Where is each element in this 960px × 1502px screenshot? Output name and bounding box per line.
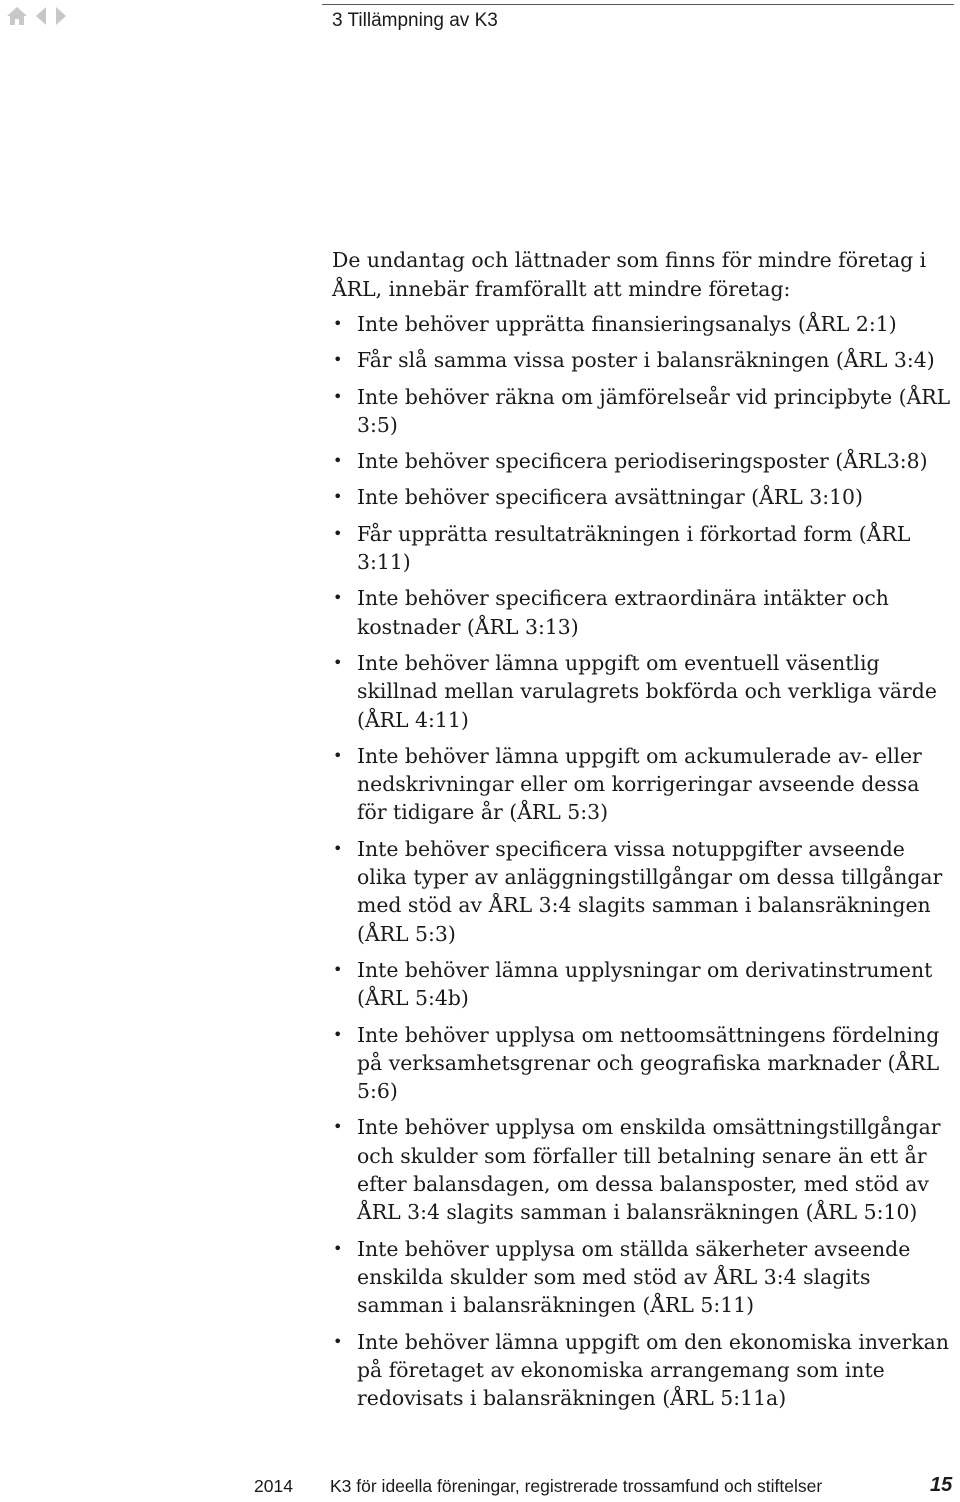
main-content xyxy=(332,246,954,1420)
bullet-marker: • xyxy=(333,350,343,370)
list-item xyxy=(332,383,954,440)
header-rule xyxy=(322,4,954,5)
bullet-marker: • xyxy=(333,386,343,406)
bullet-marker: • xyxy=(333,1331,343,1351)
navigation-bar xyxy=(6,6,68,26)
list-item xyxy=(332,649,954,734)
bullet-marker: • xyxy=(333,487,343,507)
list-item-text: Inte behöver lämna uppgift om den ekonomiska inverkan på företaget av ekonomiska arrangemang som inte redovisats i balansräkningen (ÅRL 5:11a) xyxy=(357,1329,949,1411)
list-item xyxy=(332,835,954,948)
list-item-text: Får slå samma vissa poster i balansräkningen (ÅRL 3:4) xyxy=(357,348,935,373)
intro-paragraph: De undantag och lättnader som finns för mindre företag i ÅRL, innebär framförallt att mindre företag: xyxy=(332,248,927,301)
list-item xyxy=(332,483,954,511)
list-item-text: Inte behöver specificera avsättningar (ÅRL 3:10) xyxy=(357,485,863,510)
list-item xyxy=(332,310,954,338)
list-item xyxy=(332,1328,954,1413)
list-item-text: Inte behöver upprätta finansieringsanalys (ÅRL 2:1) xyxy=(357,312,897,336)
list-item xyxy=(332,520,954,577)
bullet-list xyxy=(332,310,954,1412)
arrow-left-icon[interactable] xyxy=(34,6,48,26)
arrow-right-icon[interactable] xyxy=(54,6,68,26)
page-footer xyxy=(0,1474,960,1500)
list-item-text: Inte behöver specificera vissa notuppgifter avseende olika typer av anläggningstillgångar om dessa tillgångar med stöd av ÅRL 3:4 slagits samman i balansräkningen (ÅRL 5:3) xyxy=(357,836,943,946)
bullet-marker: • xyxy=(333,652,343,672)
list-item xyxy=(332,956,954,1013)
list-item xyxy=(332,1235,954,1320)
footer-title: K3 för ideella föreningar, registrerade trossamfund och stiftelser xyxy=(330,1476,823,1496)
bullet-marker: • xyxy=(333,959,343,979)
page-number: 15 xyxy=(930,1474,953,1496)
bullet-marker: • xyxy=(333,838,343,858)
list-item-text: Inte behöver specificera extraordinära intäkter och kostnader (ÅRL 3:13) xyxy=(357,586,889,639)
list-item-text: Inte behöver upplysa om nettoomsättningens fördelning på verksamhetsgrenar och geografiska marknader (ÅRL 5:6) xyxy=(357,1022,940,1104)
list-item-text: Inte behöver specificera periodiseringsposter (ÅRL3:8) xyxy=(357,449,928,474)
list-item xyxy=(332,1113,954,1226)
footer-year: 2014 xyxy=(254,1476,293,1496)
bullet-marker: • xyxy=(333,1024,343,1044)
bullet-marker: • xyxy=(333,523,343,543)
bullet-marker: • xyxy=(333,745,343,765)
list-item-text: Inte behöver lämna uppgift om eventuell väsentlig skillnad mellan varulagrets bokförda och verkliga värde (ÅRL 4:11) xyxy=(357,650,937,732)
list-item xyxy=(332,346,954,374)
list-item xyxy=(332,584,954,641)
list-item-text: Inte behöver lämna upplysningar om derivatinstrument (ÅRL 5:4b) xyxy=(357,957,933,1011)
list-item-text: Inte behöver upplysa om enskilda omsättningstillgångar och skulder som förfaller till betalning senare än ett år efter balansdagen, om dessa balansposter, med stöd av ÅRL 3:4 slagits samman i balansräkningen (ÅRL 5:10) xyxy=(357,1115,941,1225)
list-item xyxy=(332,447,954,475)
list-item-text: Inte behöver räkna om jämförelseår vid principbyte (ÅRL 3:5) xyxy=(357,384,951,437)
bullet-marker: • xyxy=(333,314,343,333)
home-icon[interactable] xyxy=(6,6,28,26)
list-item-text: Inte behöver lämna uppgift om ackumulerade av- eller nedskrivningar eller om korrigeringar avseende dessa för tidigare år (ÅRL 5:3) xyxy=(357,743,922,825)
chapter-title: 3 Tillämpning av K3 xyxy=(332,10,498,31)
bullet-marker: • xyxy=(333,588,343,608)
bullet-marker: • xyxy=(333,1238,343,1258)
list-item xyxy=(332,742,954,827)
bullet-marker: • xyxy=(333,1117,343,1137)
list-item-text: Får upprätta resultaträkningen i förkortad form (ÅRL 3:11) xyxy=(357,521,911,575)
list-item xyxy=(332,1021,954,1106)
list-item-text: Inte behöver upplysa om ställda säkerheter avseende enskilda skulder som med stöd av ÅRL 3:4 slagits samman i balansräkningen (ÅRL 5:11) xyxy=(357,1236,911,1318)
bullet-marker: • xyxy=(333,451,343,471)
